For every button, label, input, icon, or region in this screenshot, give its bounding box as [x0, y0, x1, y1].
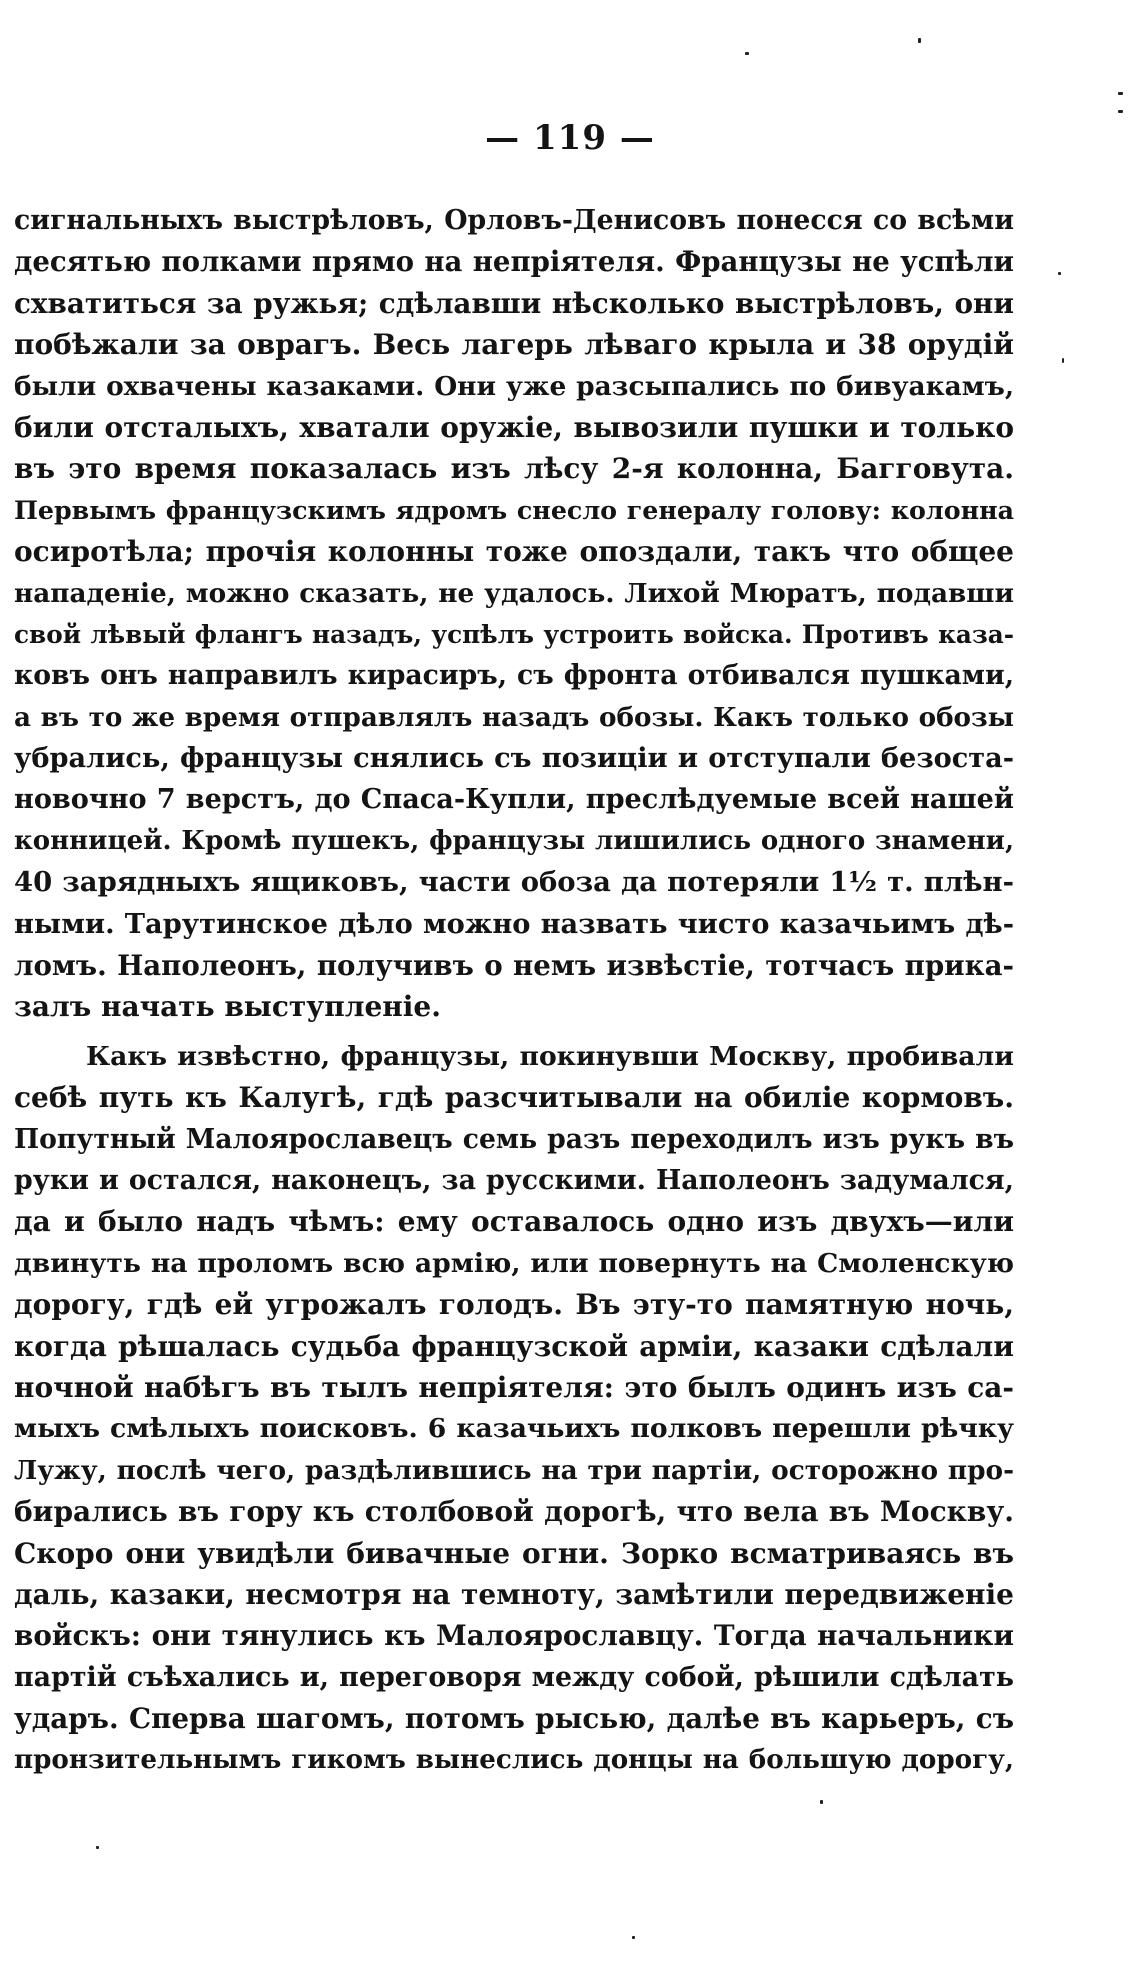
- text-line: ломъ. Наполеонъ, получивъ о немъ извѣстіе, тотчасъ прика-: [14, 949, 1014, 983]
- text-line: Какъ извѣстно, французы, покинувши Москву, пробивали: [86, 1040, 1014, 1072]
- scan-speck: [632, 1936, 635, 1939]
- scan-speck: [1062, 358, 1064, 363]
- text-line: били отсталыхъ, хватали оружіе, вывозили пушки и только: [14, 410, 1014, 444]
- text-line: Скоро они увидѣли бивачные огни. Зорко всматриваясь въ: [14, 1536, 1014, 1570]
- text-line: новочно 7 верстъ, до Спаса-Купли, преслѣдуемые всей нашей: [14, 784, 1014, 816]
- text-line: да и было надъ чѣмъ: ему оставалось одно изъ двухъ—или: [14, 1205, 1014, 1239]
- text-line: Попутный Малоярославецъ семь разъ переходилъ изъ рукъ въ: [14, 1123, 1014, 1155]
- text-line: въ это время показалась изъ лѣсу 2-я колонна, Багговута.: [14, 452, 1014, 486]
- text-line: убрались, французы снялись съ позиціи и отступали безоста-: [14, 742, 1014, 775]
- text-line: ковъ онъ направилъ кирасиръ, съ фронта отбивался пушками,: [14, 660, 1014, 692]
- page-number: — 119 —: [485, 118, 655, 158]
- text-line: свой лѣвый флангъ назадъ, успѣлъ устроить войска. Противъ каза-: [14, 619, 1014, 649]
- paragraph-1: [14, 200, 1014, 1028]
- text-line: бирались въ гору къ столбовой дорогѣ, что вела въ Москву.: [14, 1495, 1014, 1529]
- text-line: побѣжали за оврагъ. Весь лагерь лѣваго крыла и 38 орудій: [14, 328, 1014, 362]
- text-line: дорогу, гдѣ ей угрожалъ голодъ. Въ эту-то памятную ночь,: [14, 1288, 1014, 1322]
- text-line: себѣ путь къ Калугѣ, гдѣ разсчитывали на обиліе кормовъ.: [14, 1081, 1014, 1115]
- text-line: двинуть на проломъ всю армію, или повернуть на Смоленскую: [14, 1247, 1014, 1279]
- text-line: а въ то же время отправлялъ назадъ обозы. Какъ только обозы: [14, 701, 1014, 733]
- text-line: осиротѣла; прочія колонны тоже опоздали, такъ что общее: [14, 535, 1014, 569]
- scan-speck: [1118, 110, 1123, 113]
- text-line: нападеніе, можно сказать, не удалось. Лихой Мюратъ, подавши: [14, 577, 1014, 609]
- text-line: Лужу, послѣ чего, раздѣлившись на три партіи, осторожно про-: [14, 1454, 1014, 1486]
- text-line: войскъ: они тянулись къ Малоярославцу. Тогда начальники: [14, 1619, 1014, 1653]
- text-line: были охвачены казаками. Они уже разсыпались по бивуакамъ,: [14, 370, 1014, 402]
- text-line: десятью полками прямо на непріятеля. Французы не успѣли: [14, 245, 1014, 279]
- text-line: конницей. Кромѣ пушекъ, французы лишились одного знамени,: [14, 825, 1014, 856]
- paragraph-gap: [14, 1028, 1014, 1036]
- scan-speck: [820, 1800, 823, 1804]
- text-line: залъ начать выступленіе.: [14, 990, 441, 1024]
- text-line: даль, казаки, несмотря на темноту, замѣтили передвиженіе: [14, 1577, 1014, 1611]
- paragraph-2: [14, 1036, 1014, 1781]
- scan-speck: [1058, 272, 1061, 275]
- text-line: когда рѣшалась судьба французской арміи, казаки сдѣлали: [14, 1329, 1014, 1363]
- text-line: ударъ. Сперва шагомъ, потомъ рысью, далѣе въ карьеръ, съ: [14, 1702, 1014, 1736]
- text-line: пронзительнымъ гикомъ вынеслись донцы на большую дорогу,: [14, 1744, 1014, 1776]
- scan-speck: [745, 52, 749, 55]
- scan-speck: [96, 1846, 99, 1849]
- text-line: сигнальныхъ выстрѣловъ, Орловъ-Денисовъ понесся со всѣми: [14, 205, 1014, 236]
- text-line: руки и остался, наконецъ, за русскими. Наполеонъ задумался,: [14, 1164, 1014, 1196]
- text-line: ночной набѣгъ въ тылъ непріятеля: это былъ одинъ изъ са-: [14, 1370, 1014, 1404]
- scan-speck: [1118, 92, 1123, 95]
- text-line: партій съѣхались и, переговоря между собой, рѣшили сдѣлать: [14, 1661, 1014, 1693]
- body-text: [14, 200, 1014, 1781]
- text-line: схватиться за ружья; сдѣлавши нѣсколько выстрѣловъ, они: [14, 286, 1014, 320]
- text-line: 40 зарядныхъ ящиковъ, части обоза да потеряли 1½ т. плѣн-: [14, 866, 1014, 899]
- text-line: мыхъ смѣлыхъ поисковъ. 6 казачьихъ полковъ перешли рѣчку: [14, 1413, 1014, 1445]
- text-line: ными. Тарутинское дѣло можно назвать чисто казачьимъ дѣ-: [14, 907, 1014, 940]
- text-line: Первымъ французскимъ ядромъ снесло генералу голову: колонна: [14, 494, 1014, 525]
- scan-speck: [918, 38, 921, 43]
